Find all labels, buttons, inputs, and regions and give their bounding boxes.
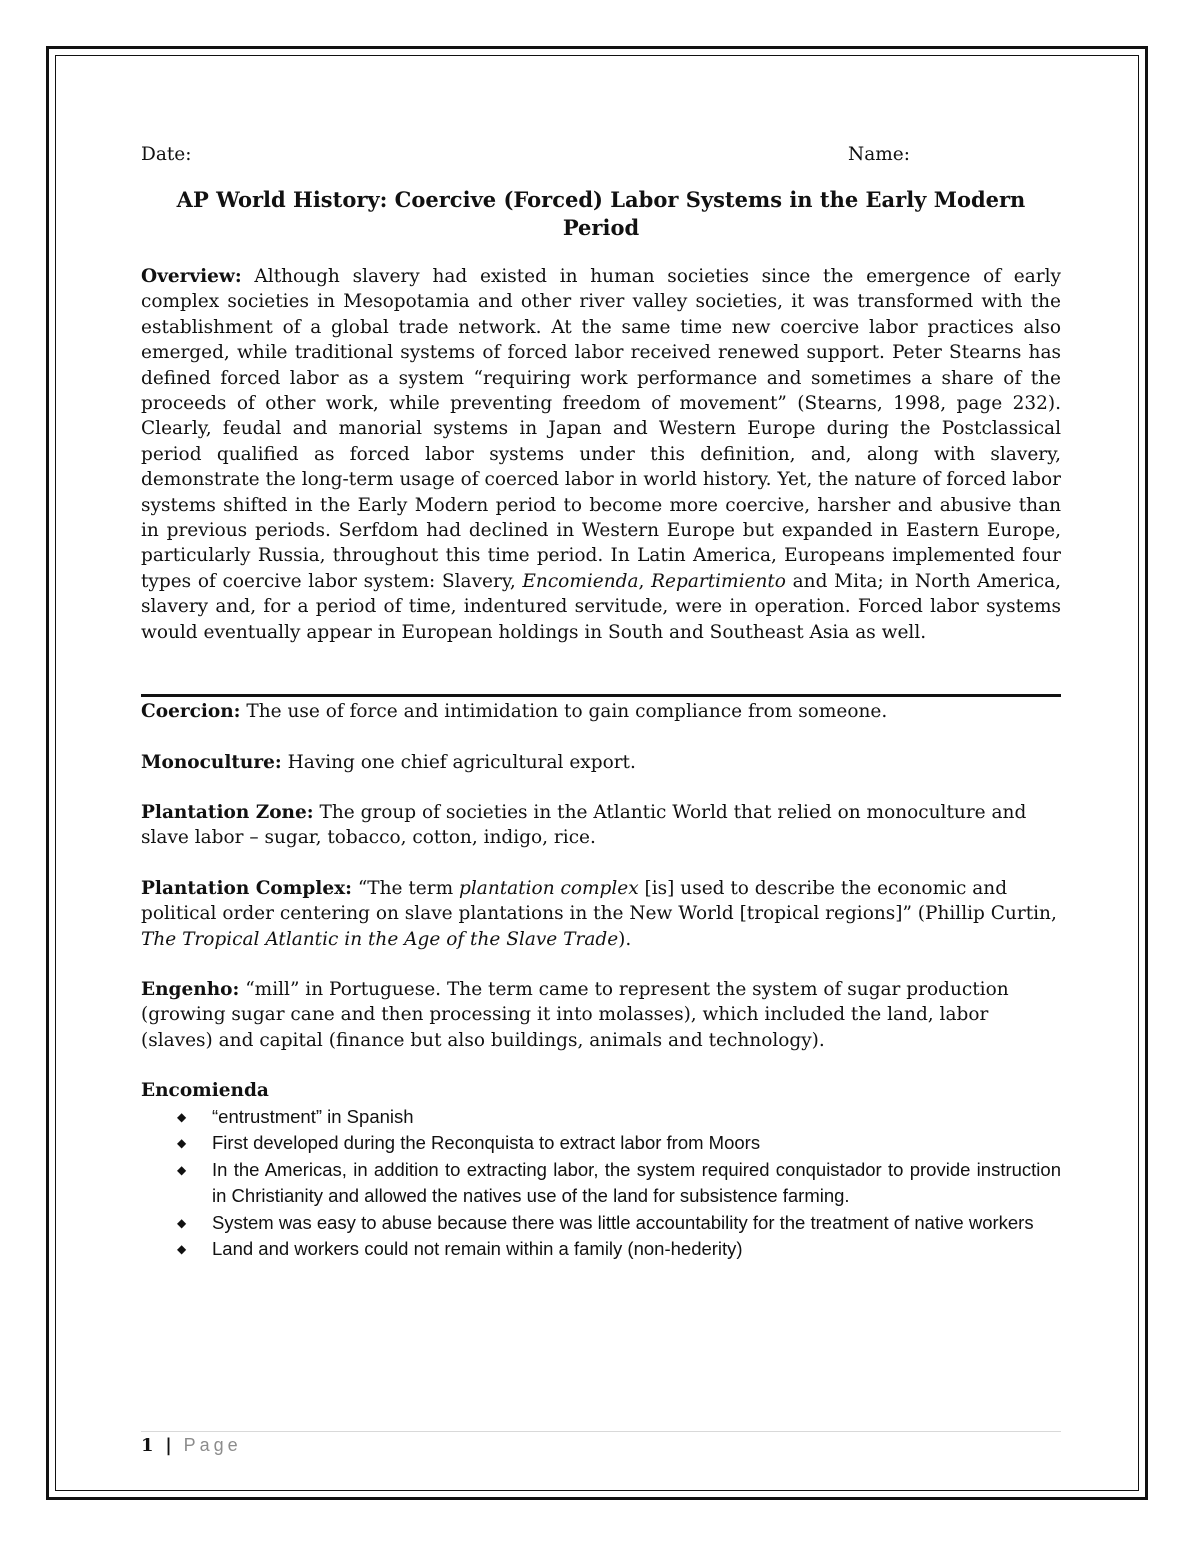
overview-italic-repartimiento: Repartimiento [651,570,786,592]
list-item-text: Land and workers could not remain within a family (non-hederity) [212,1238,743,1260]
glossary [141,699,1061,1053]
glossary-definition: The group of societies in the Atlantic World that relied on monoculture and slave labor – sugar, tobacco, cotton, indigo, rice. [141,801,1027,849]
bullet-icon: ◆ [177,1136,187,1151]
document-body [141,138,1061,1263]
glossary-italic-book-title: The Tropical Atlantic in the Age of the Slave Trade [141,928,619,950]
overview-text-2: , [638,570,652,592]
glossary-item-engenho [141,977,1061,1053]
header-fields [141,138,1061,168]
list-item [141,1236,1061,1263]
glossary-term: Plantation Zone: [141,801,314,823]
glossary-item-coercion [141,699,1061,724]
glossary-italic: plantation complex [459,877,639,899]
glossary-definition-part: [is] used to describe the economic and political order centering on slave plantations in the New World [tropical regions]” (Phillip Curtin, [141,877,1057,925]
list-item-text: “entrustment” in Spanish [212,1105,414,1127]
list-item [141,1130,1061,1157]
section-divider [141,694,1061,697]
page-footer [141,1433,242,1458]
document-title: AP World History: Coercive (Forced) Labor Systems in the Early Modern Period [176,187,1026,240]
list-item-text: First developed during the Reconquista to extract labor from Moors [212,1132,761,1154]
glossary-term: Plantation Complex: [141,877,352,899]
overview-italic-encomienda: Encomienda [522,570,639,592]
glossary-definition-part: ). [618,928,632,950]
glossary-item-plantation-complex [141,876,1061,952]
glossary-item-monoculture [141,750,1061,775]
encomienda-bullet-list [141,1104,1061,1263]
date-label: Date: [141,144,192,165]
glossary-term: Coercion: [141,701,241,723]
list-item [141,1157,1061,1210]
glossary-definition: “mill” in Portuguese. The term came to represent the system of sugar production (growing sugar cane and then processing it into molasses), which included the land, labor (slaves) and capital (finance but also buildings, animals and technology). [141,978,1009,1051]
glossary-term: Monoculture: [141,751,282,773]
bullet-icon: ◆ [177,1215,187,1230]
bullet-icon: ◆ [177,1109,187,1124]
name-label: Name: [848,144,910,165]
page-separator: | [165,1435,172,1456]
glossary-item-plantation-zone [141,800,1061,851]
glossary-term: Engenho: [141,978,240,1000]
list-item [141,1104,1061,1131]
overview-paragraph [141,264,1061,645]
overview-text-1: Although slavery had existed in human societies since the emergence of early complex societies in Mesopotamia and other river valley societies, it was transformed with the establishment of a global trade network. At the same time new coercive labor practices also emerged, while traditional systems of forced labor received renewed support. Peter Stearns has defined forced labor as a system “requiring work performance and sometimes a share of the proceeds of other work, while preventing freedom of movement” (Stearns, 1998, page 232). Clearly, feudal and manorial systems in Japan and Western Europe during the Postclassical period qualified as forced labor systems under this definition, and, along with slavery, demonstrate the long-term usage of coerced labor in world history. Yet, the nature of forced labor systems shifted in the Early Modern period to become more coercive, harsher and abusive than in previous periods. Serfdom had declined in Western Europe but expanded in Eastern Europe, particularly Russia, throughout this time period. In Latin America, Europeans implemented four types of coercive labor system: Slavery, [141,266,1061,592]
bullet-icon: ◆ [177,1162,187,1177]
glossary-definition: Having one chief agricultural export. [281,751,636,773]
list-item-text: In the Americas, in addition to extracting labor, the system required conquistador to provide instruction in Christianity and allowed the natives use of the land for subsistence farming. [212,1158,1061,1207]
encomienda-heading: Encomienda [141,1080,269,1102]
glossary-definition-part: “The term [351,877,460,899]
overview-text-3: and Mita; in North America, slavery and, for a period of time, indentured servitude, were in operation. Forced labor systems would eventually appear in European holdings in South and Southeast Asia as well. [141,570,1062,643]
bullet-icon: ◆ [177,1242,187,1257]
footer-divider [141,1431,1061,1432]
page-number: 1 [141,1435,154,1456]
glossary-definition: The use of force and intimidation to gain compliance from someone. [240,701,888,723]
page-word: Page [183,1435,242,1455]
list-item-text: System was easy to abuse because there was little accountability for the treatment of native workers [212,1211,1034,1233]
overview-term: Overview: [141,266,242,287]
list-item [141,1210,1061,1237]
